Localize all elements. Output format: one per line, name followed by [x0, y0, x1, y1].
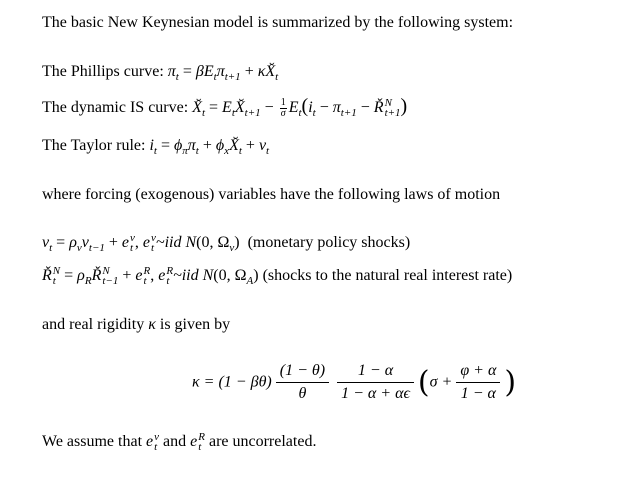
one-over-sigma-fraction: $\frac{1}{\sigma}$ [280, 96, 286, 119]
forcing-intro-text: where forcing (exogenous) variables have the following laws of motion [42, 186, 501, 203]
monetary-shock-note: (monetary policy shocks) [247, 234, 411, 251]
kappa-equation: κ = (1 − βθ) $\frac{(1 - \theta)}{\theta}$ $\frac{1 - \alpha}{1 - \alpha + \alpha\epsilon}$ (σ + $\frac{\varphi + \alpha}{1 - \alpha}$ ) [192, 362, 517, 402]
intro-text: The basic New Keynesian model is summarized by the following system: [42, 14, 514, 31]
assumption-text: We assume that e v t and e R t are uncorrelated. [42, 431, 317, 454]
is-curve-equation: The dynamic IS curve: $X̆_t$ = $E_tX̆_{t+1}$ − $\frac{1}{\sigma}$ $E_t(i_t - \pi_{t+1}$ − Ř N t+1 ) [42, 95, 408, 120]
phillips-curve-equation: The Phillips curve: $\pi_t = \beta E_t\pi_{t+1}$ + $\kappa X̆_t$ [42, 63, 279, 83]
monetary-shock-equation: $v_t = \rho_vv_{t-1} + e$ v t , e v t ~iid N(0, $\Omega_v$) (monetary policy shocks) [42, 232, 411, 255]
phillips-label: The Phillips curve: [42, 63, 164, 80]
kappa-fraction-alpha: $\frac{1 - \alpha}{1 - \alpha + \alpha\epsilon}$ [337, 362, 414, 403]
rigidity-intro-text: and real rigidity κ is given by [42, 316, 231, 333]
kappa-fraction-phi: $\frac{\varphi + \alpha}{1 - \alpha}$ [456, 362, 500, 403]
natural-rate-shock-note: (shocks to the natural real interest rate) [262, 267, 513, 284]
natural-rate-shock-equation: Ř N t = $\rho_RŘ$ N t−1 + e R t , e R t ~iid N(0, $\Omega_A$) (shocks to the natural real interest rate) [42, 265, 513, 288]
taylor-rule-equation: The Taylor rule: $i_t = \phi_\pi\pi_t$ + $\phi_xX̆_t + v_t$ [42, 137, 270, 157]
taylor-label: The Taylor rule: [42, 137, 146, 154]
kappa-fraction-theta: $\frac{(1 - \theta)}{\theta}$ [276, 362, 329, 403]
is-curve-label: The dynamic IS curve: [42, 99, 189, 116]
